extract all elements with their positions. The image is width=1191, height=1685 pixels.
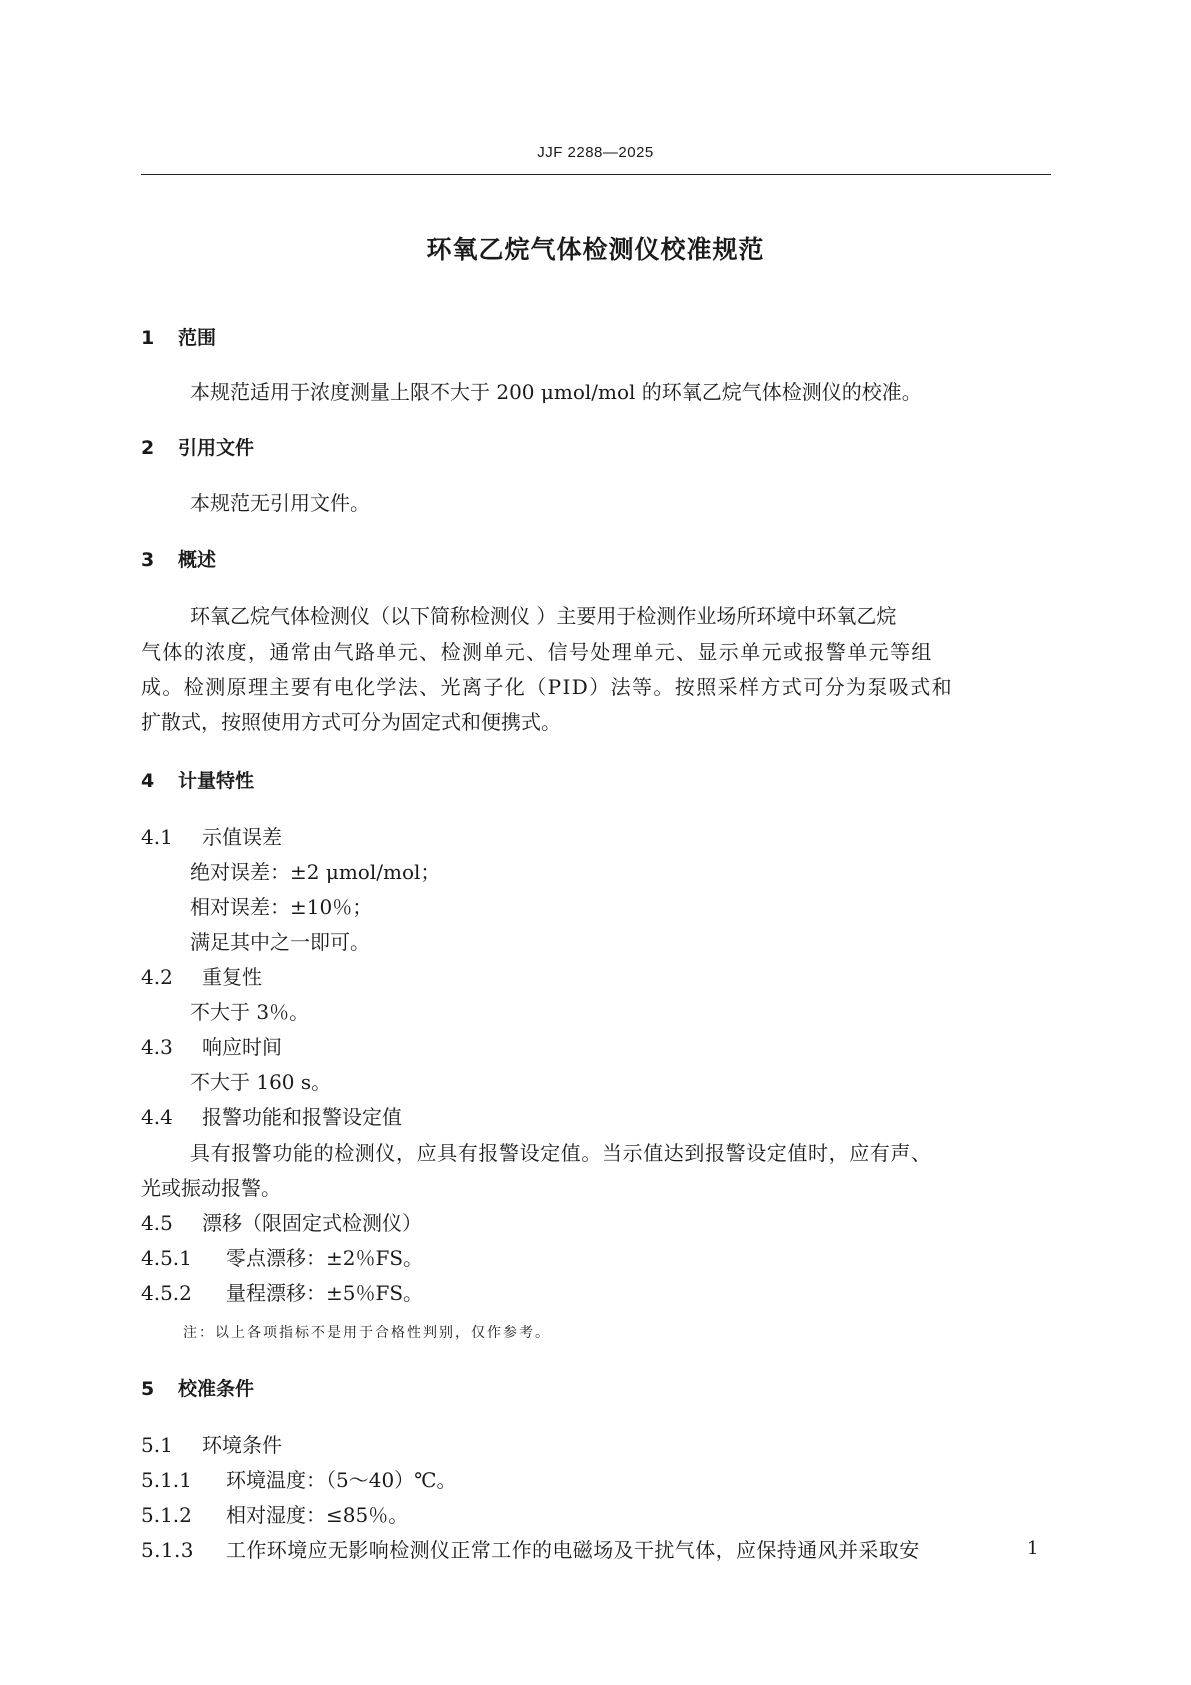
- clause-text: 工作环境应无影响检测仪正常工作的电磁场及干扰气体，应保持通风并采取安: [226, 1538, 920, 1562]
- clause-4-2-line: 不大于 3％。: [190, 1000, 310, 1024]
- clause-4-5-2: [141, 1281, 423, 1305]
- section-title: 范围: [178, 327, 217, 349]
- clause-4-2-heading: [141, 965, 262, 989]
- clause-text: 相对湿度：≤85％。: [226, 1503, 409, 1527]
- clause-4-3-line: 不大于 160 s。: [190, 1070, 332, 1094]
- section-title: 计量特性: [178, 770, 255, 792]
- clause-4-4-line: 具有报警功能的检测仪，应具有报警设定值。当示值达到报警设定值时，应有声、: [190, 1141, 932, 1165]
- clause-4-1-heading: [141, 825, 282, 849]
- section-5-heading: [141, 1377, 254, 1401]
- section-3-paragraph-line: 气体的浓度，通常由气路单元、检测单元、信号处理单元、显示单元或报警单元等组: [141, 640, 933, 664]
- clause-number: 4.5.1: [141, 1246, 192, 1270]
- clause-number: 5.1.2: [141, 1503, 192, 1527]
- page-number: 1: [1027, 1538, 1039, 1559]
- clause-number: 4.2: [141, 965, 173, 989]
- clause-title: 报警功能和报警设定值: [202, 1105, 402, 1129]
- clause-5-1-2: [141, 1503, 408, 1527]
- clause-number: 4.5.2: [141, 1281, 192, 1305]
- clause-text: 量程漂移：±5％FS。: [226, 1281, 424, 1305]
- clause-4-3-heading: [141, 1035, 282, 1059]
- section-title: 概述: [178, 549, 217, 571]
- clause-number: 4.4: [141, 1105, 173, 1129]
- clause-title: 漂移（限固定式检测仪）: [202, 1211, 422, 1235]
- section-number: 3: [141, 549, 155, 571]
- section-3-paragraph-line: 扩散式，按照使用方式可分为固定式和便携式。: [141, 710, 561, 734]
- clause-5-1-heading: [141, 1433, 282, 1457]
- section-number: 5: [141, 1378, 155, 1400]
- clause-4-5-1: [141, 1246, 423, 1270]
- clause-number: 5.1.3: [141, 1538, 194, 1562]
- section-title: 引用文件: [178, 437, 255, 459]
- section-title: 校准条件: [178, 1378, 255, 1400]
- clause-number: 4.3: [141, 1035, 173, 1059]
- clause-4-4-heading: [141, 1105, 402, 1129]
- clause-title: 重复性: [202, 965, 262, 989]
- clause-4-1-line: 相对误差：±10％；: [190, 895, 373, 919]
- section-4-heading: [141, 769, 254, 793]
- clause-number: 4.1: [141, 825, 173, 849]
- clause-text: 零点漂移：±2％FS。: [226, 1246, 424, 1270]
- section-3-paragraph-line: 环氧乙烷气体检测仪（以下简称检测仪 ）主要用于检测作业场所环境中环氧乙烷: [190, 604, 897, 628]
- header-divider: [141, 174, 1051, 175]
- section-2-heading: [141, 436, 254, 460]
- section-3-paragraph-line: 成。检测原理主要有电化学法、光离子化（PID）法等。按照采样方式可分为泵吸式和: [141, 675, 953, 699]
- clause-title: 环境条件: [202, 1433, 282, 1457]
- clause-5-1-1: [141, 1468, 457, 1492]
- section-1-paragraph: 本规范适用于浓度测量上限不大于 200 μmol/mol 的环氧乙烷气体检测仪的校准。: [190, 380, 922, 404]
- section-2-paragraph: 本规范无引用文件。: [190, 491, 370, 515]
- clause-5-1-3: [141, 1538, 920, 1562]
- document-title: 环氧乙烷气体检测仪校准规范: [426, 235, 765, 264]
- section-1-heading: [141, 326, 216, 350]
- note: 注：以上各项指标不是用于合格性判别，仅作参考。: [183, 1325, 551, 1341]
- clause-4-1-line: 绝对误差：±2 μmol/mol；: [190, 860, 441, 884]
- section-number: 2: [141, 437, 155, 459]
- clause-4-4-line: 光或振动报警。: [141, 1176, 281, 1200]
- clause-number: 5.1.1: [141, 1468, 192, 1492]
- section-number: 1: [141, 327, 155, 349]
- clause-4-1-line: 满足其中之一即可。: [190, 930, 370, 954]
- clause-number: 5.1: [141, 1433, 173, 1457]
- clause-title: 响应时间: [202, 1035, 282, 1059]
- section-3-heading: [141, 548, 216, 572]
- clause-number: 4.5: [141, 1211, 173, 1235]
- clause-4-5-heading: [141, 1211, 422, 1235]
- clause-title: 示值误差: [202, 825, 282, 849]
- standard-code: JJF 2288—2025: [537, 144, 654, 161]
- clause-text: 环境温度：（5～40）℃。: [226, 1468, 457, 1492]
- section-number: 4: [141, 770, 155, 792]
